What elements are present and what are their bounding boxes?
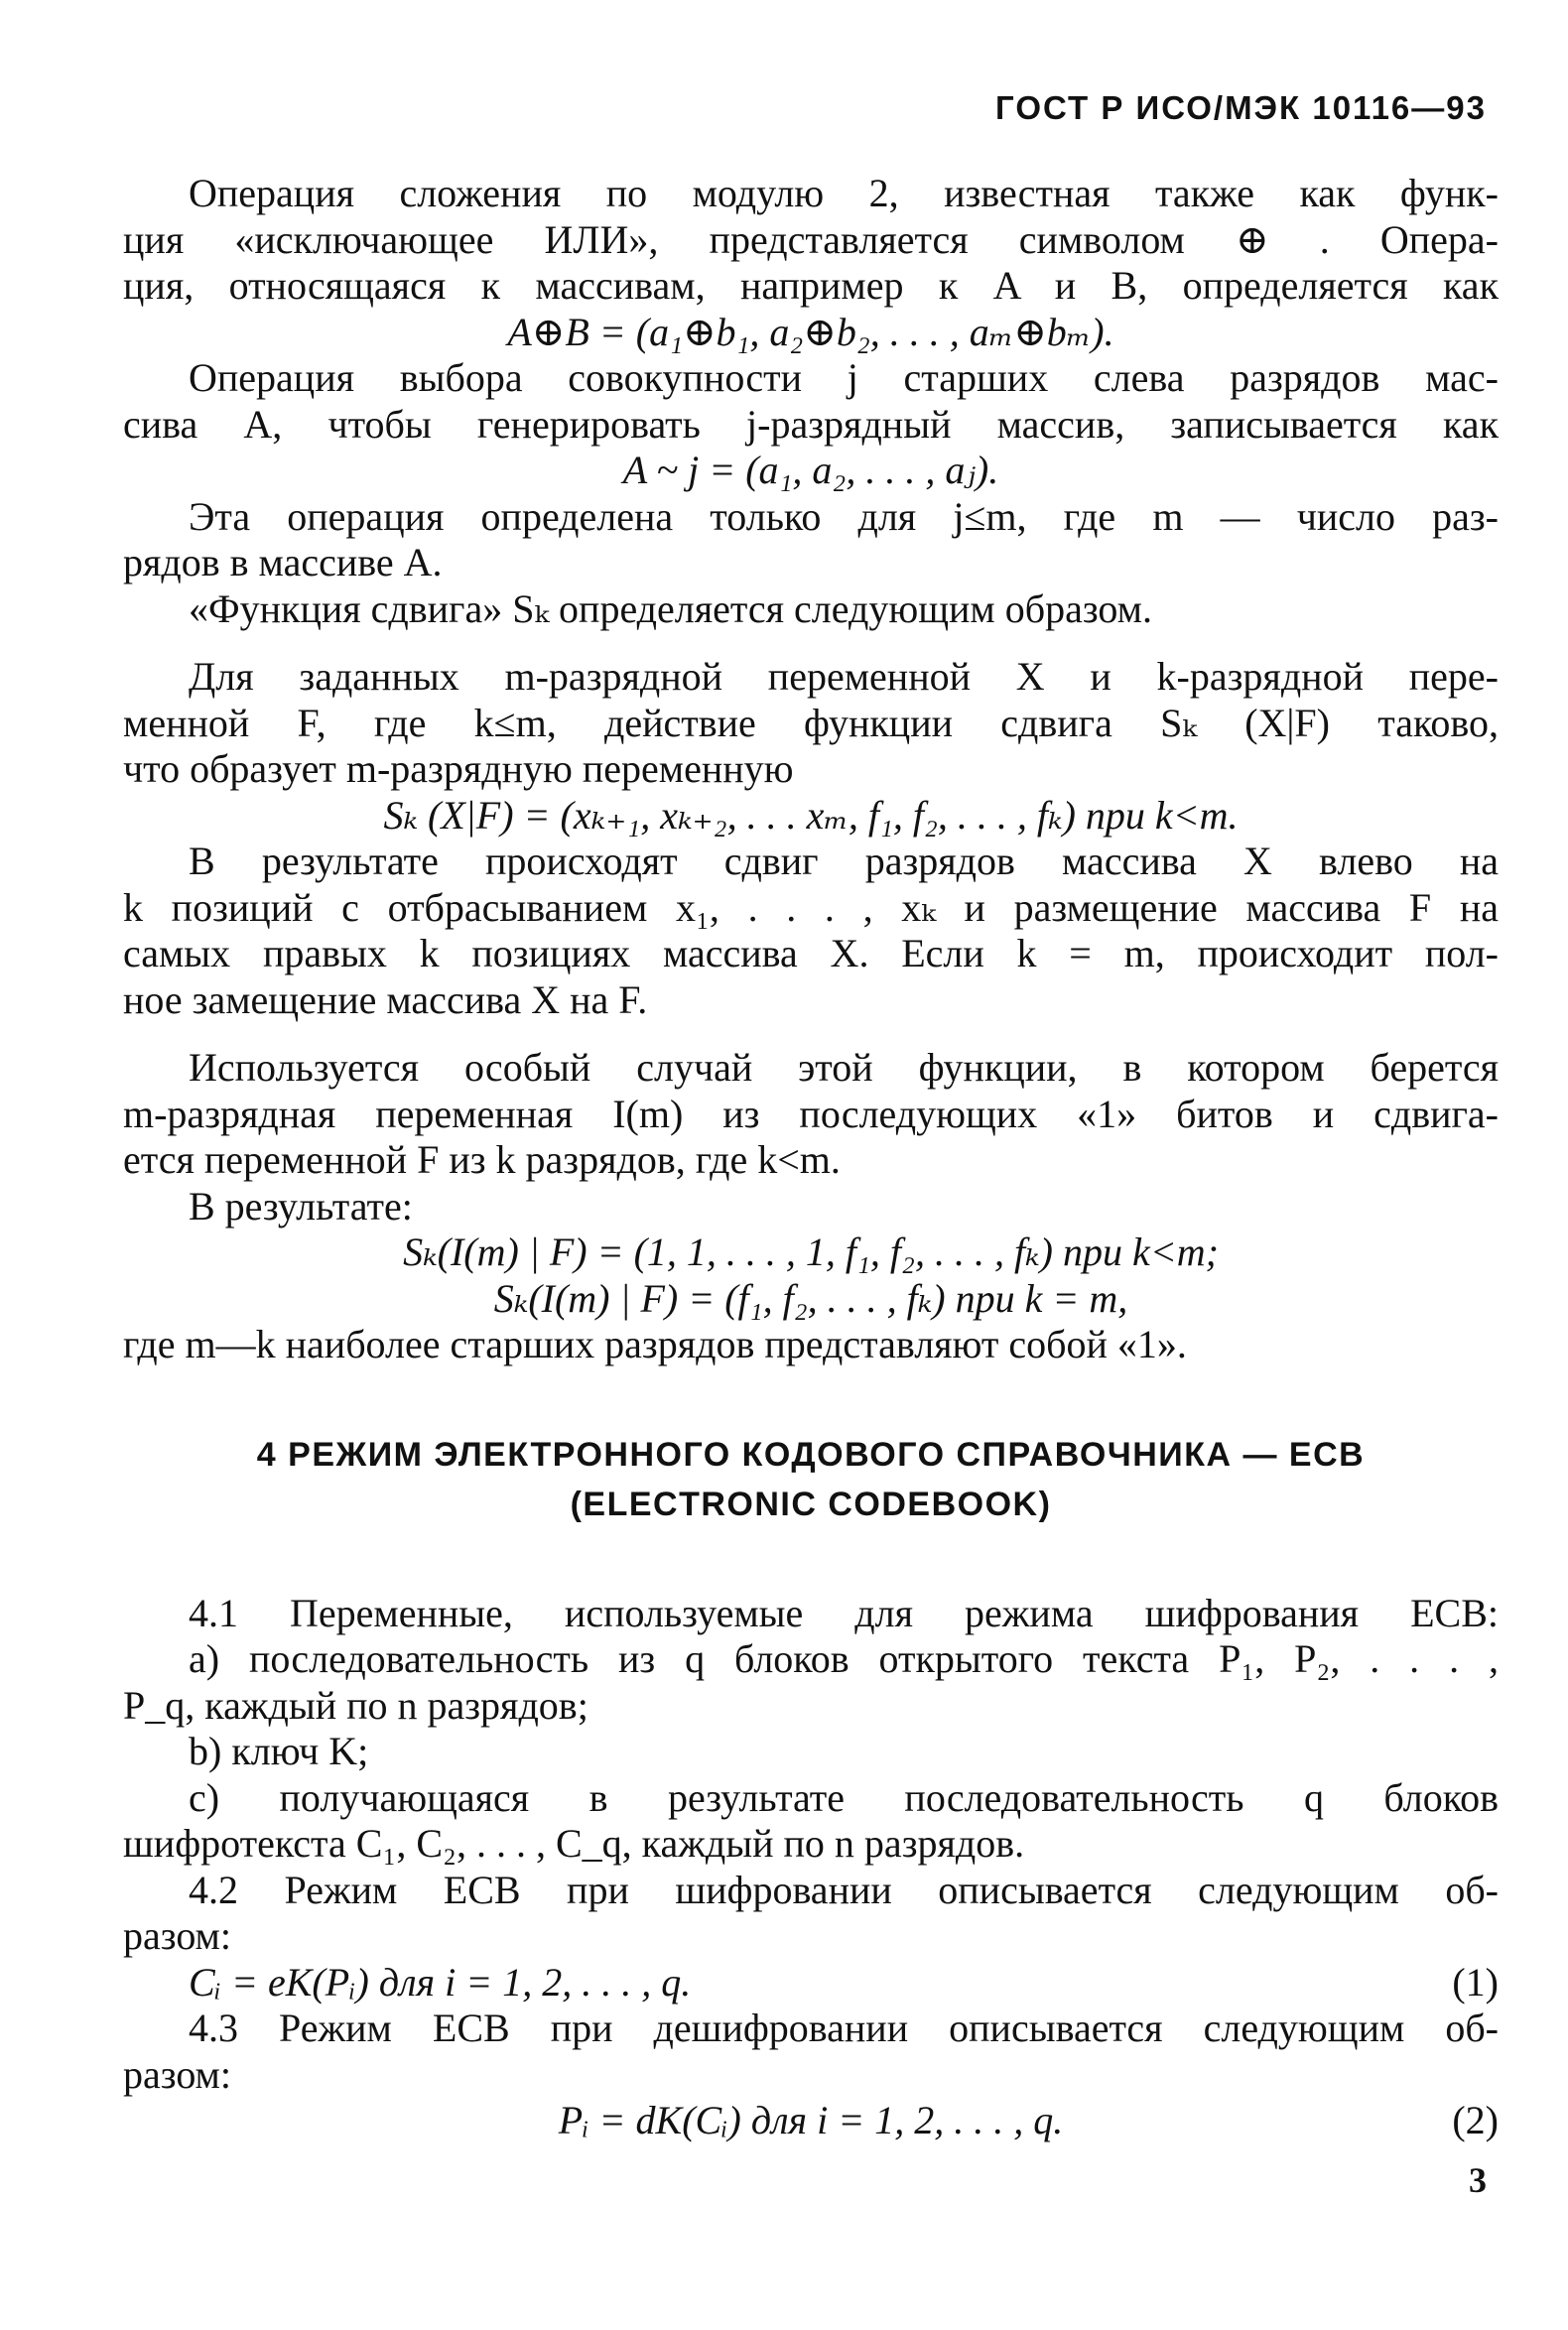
list-item-b: b) ключ K;	[189, 1729, 369, 1773]
paragraph-line: менной F, где k≤m, действие функции сдвига Sₖ (X|F) таково,	[123, 700, 1499, 745]
paragraph-line: ция, относящаяся к массивам, например к A и B, определяется как	[123, 263, 1499, 308]
paragraph-line: Операция выбора совокупности j старших слева разрядов мас-	[189, 355, 1499, 400]
paragraph-line: Для заданных m-разрядной переменной X и k-разрядной пере-	[189, 654, 1499, 699]
equation-2-body: Pᵢ = dK(Cᵢ) для i = 1, 2, . . . , q.	[558, 2098, 1064, 2142]
formula-shift: Sₖ (X|F) = (xₖ₊₁, xₖ₊₂, . . . xₘ, f₁, f₂, . . . , fₖ) при k<m.	[383, 792, 1239, 838]
paragraph-line: Используется особый случай этой функции, в котором берется	[189, 1045, 1499, 1090]
equation-1	[123, 1960, 1499, 2006]
paragraph-line: «Функция сдвига» Sₖ определяется следующим образом.	[189, 585, 1152, 631]
spacer	[123, 1368, 1499, 1430]
equation-1-body: Cᵢ = eK(Pᵢ) для i = 1, 2, . . . , q.	[189, 1959, 692, 2005]
clause-4-3: 4.3 Режим ЕСВ при дешифровании описывается следующим об-	[189, 2006, 1499, 2050]
paragraph-line: k позиций с отбрасыванием x₁, . . . , xₖ и размещение массива F на	[123, 884, 1499, 930]
paragraph-line: сива A, чтобы генерировать j-разрядный массив, записывается как	[123, 401, 1499, 447]
clause-4-2-cont: разом:	[123, 1913, 231, 1958]
spacer	[123, 632, 1499, 654]
formula-shift-lt: Sₖ(I(m) | F) = (1, 1, . . . , 1, f₁, f₂, . . . , fₖ) при k<m;	[403, 1230, 1219, 1274]
clause-4-1: 4.1 Переменные, используемые для режима шифрования ЕСВ:	[189, 1590, 1499, 1635]
document-body	[123, 171, 1499, 2144]
paragraph-line: m-разрядная переменная I(m) из последующих «1» битов и сдвига-	[123, 1091, 1499, 1136]
formula-shift-eq: Sₖ(I(m) | F) = (f₁, f₂, . . . , fₖ) при k = m,	[493, 1275, 1128, 1321]
list-item-a: a) последовательность из q блоков открытого текста P₁, P₂, . . . ,	[189, 1636, 1499, 1681]
list-item-c-cont: шифротекста C₁, C₂, . . . , C_q, каждый по n разрядов.	[123, 1821, 1025, 1866]
paragraph-line: самых правых k позициях массива X. Если k = m, происходит пол-	[123, 931, 1499, 975]
list-item-c: c) получающаяся в результате последовательность q блоков	[189, 1774, 1499, 1820]
equation-2-number: (2)	[1452, 2098, 1499, 2142]
paragraph-line: ное замещение массива X на F.	[123, 976, 648, 1022]
list-item-a-cont: P_q, каждый по n разрядов;	[123, 1682, 588, 1728]
spacer	[123, 1023, 1499, 1045]
clause-4-2: 4.2 Режим ЕСВ при шифровании описывается следующим об-	[189, 1867, 1499, 1912]
paragraph-line: рядов в массиве A.	[123, 540, 443, 584]
formula-select: A ~ j = (a₁, a₂, . . . , aⱼ).	[622, 448, 999, 492]
paragraph-line: ется переменной F из k разрядов, где k<m.	[123, 1137, 841, 1182]
paragraph-line: В результате:	[189, 1183, 413, 1229]
paragraph-line: В результате происходят сдвиг разрядов массива X влево на	[189, 839, 1499, 883]
clause-4-3-cont: разом:	[123, 2051, 231, 2097]
standard-header: ГОСТ Р ИСО/МЭК 10116—93	[995, 89, 1487, 126]
paragraph-line: Эта операция определена только для j≤m, где m — число раз-	[189, 493, 1499, 539]
section-title: (ELECTRONIC CODEBOOK)	[570, 1485, 1052, 1523]
equation-2	[123, 2098, 1499, 2144]
section-title: 4 РЕЖИМ ЭЛЕКТРОННОГО КОДОВОГО СПРАВОЧНИКА — ЕСВ	[256, 1435, 1366, 1474]
formula-xor: A⊕B = (a₁⊕b₁, a₂⊕b₂, . . . , aₘ⊕bₘ).	[507, 309, 1114, 354]
paragraph-line: что образует m-разрядную переменную	[123, 746, 794, 791]
page-number: 3	[1469, 2160, 1487, 2200]
equation-1-number: (1)	[1452, 1959, 1499, 2005]
paragraph-line: Операция сложения по модулю 2, известная также как функ-	[189, 171, 1499, 215]
paragraph-line: ция «исключающее ИЛИ», представляется символом ⊕ . Опера-	[123, 216, 1499, 262]
paragraph-line: где m—k наиболее старших разрядов представляют собой «1».	[123, 1322, 1187, 1366]
spacer	[123, 1529, 1499, 1591]
